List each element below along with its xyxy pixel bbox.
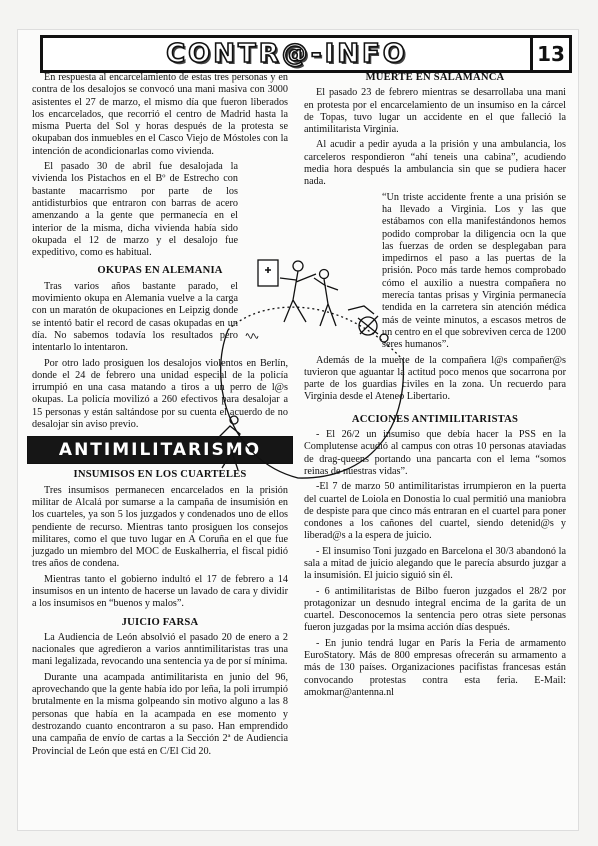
section-title-juicio: JUICIO FARSA [121, 616, 199, 628]
muerte-paragraph-1: El pasado 23 de febrero mientras se desarrollaba una mani en protesta por el encarcelamiento de un insumiso en la cárcel de Topas, tuvo lugar un accidente en el que falleció la antimilitarista Virginia. [304, 87, 566, 136]
page-number: 13 [530, 35, 572, 73]
masthead [40, 35, 534, 73]
globe-figures-illustration [188, 230, 408, 500]
juicio-paragraph-2: Durante una acampada antimilitarista en junio del 96, aprovechando que la gente había ido por leña, la poli irrumpió brutalmente en la misma golpeando sin motivo alguno a las 8 personas que había en la acampada en ese momento y destrozando cuanto encontraron a su paso. Han emprendido una campaña de envío de cartas a la Sección 2ª de Audiencia Provincial de León que está en C/El Cid 20. [32, 671, 288, 757]
muerte-quote: “Un triste accidente frente a una prisión se ha llevado a Virginia. Los y las que estábamos con ella manifestándonos hemos podido comprobar la diligencia ocn la que las fuerzas de orden se desplegaban para impedirnos el paso a las puertas de la prisión. Poco más tarde hemos comprobado cómo el auxilio a nuestra compañera no merecía tantas prisas y Virginia permanecía tendida en la carretera sin atención médica más de veinte minutos, a escasos metros de un centro en el que sobreviven cerca de 1200 seres humanos”. [382, 191, 566, 351]
acciones-paragraph-2: -El 7 de marzo 50 antimilitaristas irrumpieron en la puerta del cuartel de Loiola en Donostia lo cual permitió una maniobra de despiste para que cinco más entraran en el cuartel para poner condones a los cañones del cuartel, siendo detenid@s y liberad@s a la espera de juicio. [304, 481, 566, 542]
section-title-acciones: ACCIONES ANTIMILITARISTAS [351, 413, 519, 425]
acciones-paragraph-3: - El insumiso Toni juzgado en Barcelona el 30/3 abandonó la sala a mitad de juicio alegando que le parecía absurdo juzgar a la insumisión. El juicio siguió sin él. [304, 545, 566, 582]
intro-paragraph-1: En respuesta al encarcelamiento de estas tres personas y en contra de los desalojos se convocó una mani masiva con 3000 asistentes el 27 de marzo, el mismo día que fueron liberados los encarcelados, que recorrió el centro de Madrid hasta la misma Puerta del Sol y horas después de la protesta se okupaban dos inmuebles en el Casco Viejo de Móstoles con la intención de acondicionarlas como vivienda. [32, 72, 288, 157]
okupas-paragraph-2: Por otro lado prosiguen los desalojos violentos en Berlín, donde el 24 de febrero una unidad especial de la policía irrumpió en una casa matando a tiros a un perro de l@s okupas. La policía movilizó a 260 efectivos para desalojar a 15 personas y están saltándose por su cuenta el acuerdo de no desalojar sin aviso previo. [32, 357, 288, 431]
muerte-paragraph-2: Al acudir a pedir ayuda a la prisión y una ambulancia, los carceleros respondieron “ahí teneis una cabina”, acudiendo media hora después la ambulancia sin que se pudiera hacer nada. [304, 139, 566, 188]
intro-paragraph-2: El pasado 30 de abril fue desalojada la vivienda los Pistachos en el Bº de Estrecho con bastante macarrismo por parte de los antidisturbios que entraron con barras de acero amenzando a la gente que permanecía en el interior de la misma, dicha vivienda había sido okupada el 12 de marzo y el desalojo fue expeditivo, como es habitual. [32, 161, 238, 259]
masthead-title: CONTR@-INFO [166, 39, 408, 69]
acciones-paragraph-5: - En junio tendrá lugar en París la Feria de armamento EuroStatory. Más de 800 empresas ofrecerán su armamento a más de 130 países. Organizaciones pacifistas francesas están convocando protestas contra esta feria. E-Mail: amokmar@antenna.nl [304, 637, 566, 698]
newsletter-page [18, 30, 578, 830]
insumisos-paragraph-1: Tres insumisos permanecen encarcelados en la prisión militar de Alcalá por sumarse a la campaña de insumisión en los cuarteles, ya son 5 los juzgados y condenados uno de ellos pendiente de recurso. Mientras tanto prosiguen los consejos militares, como el que tuvo lugar en A Coruña en el que fue juzgado un miembro del MOC de Euskalherria, el fiscal pidió tres años de condena. [32, 484, 288, 570]
section-title-insumisos: INSUMISOS EN LOS CUARTELES [73, 469, 247, 481]
acciones-paragraph-4: - 6 antimilitaristas de Bilbo fueron juzgados el 28/2 por protagonizar un desnudo integral encima de la garita de un cuartel. Desconocemos la sentencia pero otras siete personas fueron juzgadas por la msima acción días después. [304, 585, 566, 634]
section-title-muerte: MUERTE EN SALAMANCA [365, 72, 505, 83]
muerte-paragraph-3: Además de la muerte de la compañera l@s compañer@s tuvieron que aguantar la actitud poco menos que socarrona por parte de los guardias civiles en la zona. Un recuerdo para Virginia desde el Ateneo Libertario. [304, 354, 566, 403]
okupas-paragraph-1: Tras varios años bastante parado, el movimiento okupa en Alemania vuelve a la carga con un maratón de okupaciones en Leipzig donde se intentó batir el record de casas okupadas en un día. No sabemos todavía los resultados pero intentarlo lo intentaron. [32, 280, 238, 354]
acciones-paragraph-1: - El 26/2 un insumiso que debía hacer la PSS en la Complutense acudió al campus con otras 10 personas ataviadas de drag-queens portando una pancarta con el lema “somos reinas de nuestras vidas”. [304, 429, 566, 477]
section-banner-antimilitarismo: ANTIMILITARISMO [28, 437, 292, 463]
insumisos-paragraph-2: Mientras tanto el gobierno indultó el 17 de febrero a 14 insumisos en un intento de hacerse un lavado de cara y dividir a los insumisos en “buenos y malos”. [32, 573, 288, 610]
juicio-paragraph-1: La Audiencia de León absolvió el pasado 20 de enero a 2 nacionales que agredieron a varios anntimilitaristas tras una mani legalizada, revocando una sentencia ya de por sí mínima. [32, 631, 288, 668]
section-title-okupas: OKUPAS EN ALEMANIA [97, 265, 223, 277]
